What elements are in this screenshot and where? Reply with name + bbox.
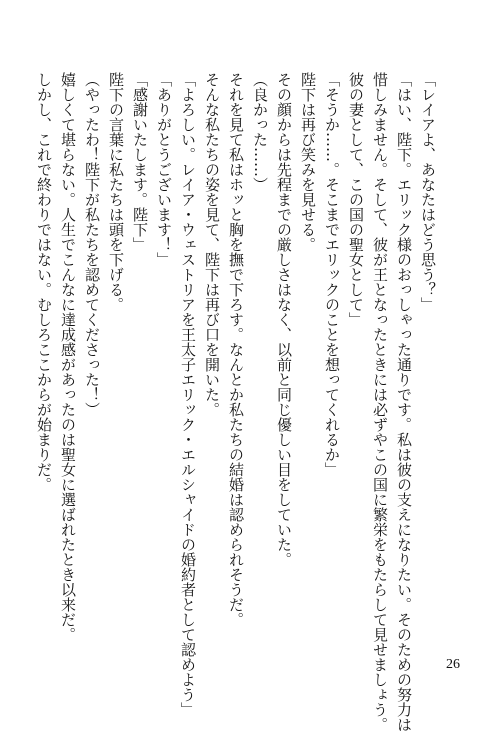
text-line-10: そんな私たちの姿を見て、陛下は再び口を開いた。 xyxy=(203,72,221,417)
text-line-15: （やったわ！陛下が私たちを認めてくださった！） xyxy=(83,72,101,417)
text-line-9: それを見て私はホッと胸を撫で下ろす。なんとか私たちの結婚は認められそうだ。 xyxy=(227,72,245,627)
text-line-13: 「感謝いたします。陛下」 xyxy=(131,72,149,252)
page-number: 26 xyxy=(446,657,460,672)
text-line-4: 彼の妻として、この国の聖女として」 xyxy=(347,72,365,327)
text-line-16: 嬉しくて堪らない。人生でこんなに達成感があったのは聖女に選ばれたとき以来だ。 xyxy=(59,72,77,642)
text-line-6: 陛下は再び笑みを見せる。 xyxy=(299,72,317,252)
text-line-3: 惜しみません。そして、彼が王となったときには必ずやこの国に繁栄をもたらして見せましょう。 xyxy=(371,72,389,732)
text-line-1: 「レイアよ、あなたはどう思う？」 xyxy=(419,72,437,312)
text-line-5: 「そうか……。そこまでエリックのことを想ってくれるか」 xyxy=(323,72,341,477)
text-line-17: しかし、これで終わりではない。むしろここからが始まりだ。 xyxy=(35,72,53,492)
text-line-2: 「はい、陛下。エリック様のおっしゃった通りです。私は彼の支えになりたい。そのための努力は xyxy=(395,72,413,732)
text-line-8: （良かった……） xyxy=(251,72,269,192)
text-line-14: 陛下の言葉に私たちは頭を下げる。 xyxy=(107,72,125,312)
page-body-text xyxy=(32,72,440,732)
text-line-12: 「ありがとうございます！」 xyxy=(155,72,173,267)
text-line-11: 「よろしい。レイア・ウェストリアを王太子エリック・エルシャイドの婚約者として認めよう」 xyxy=(179,72,197,717)
text-line-7: その顔からは先程までの厳しさはなく、以前と同じ優しい目をしていた。 xyxy=(275,72,293,567)
